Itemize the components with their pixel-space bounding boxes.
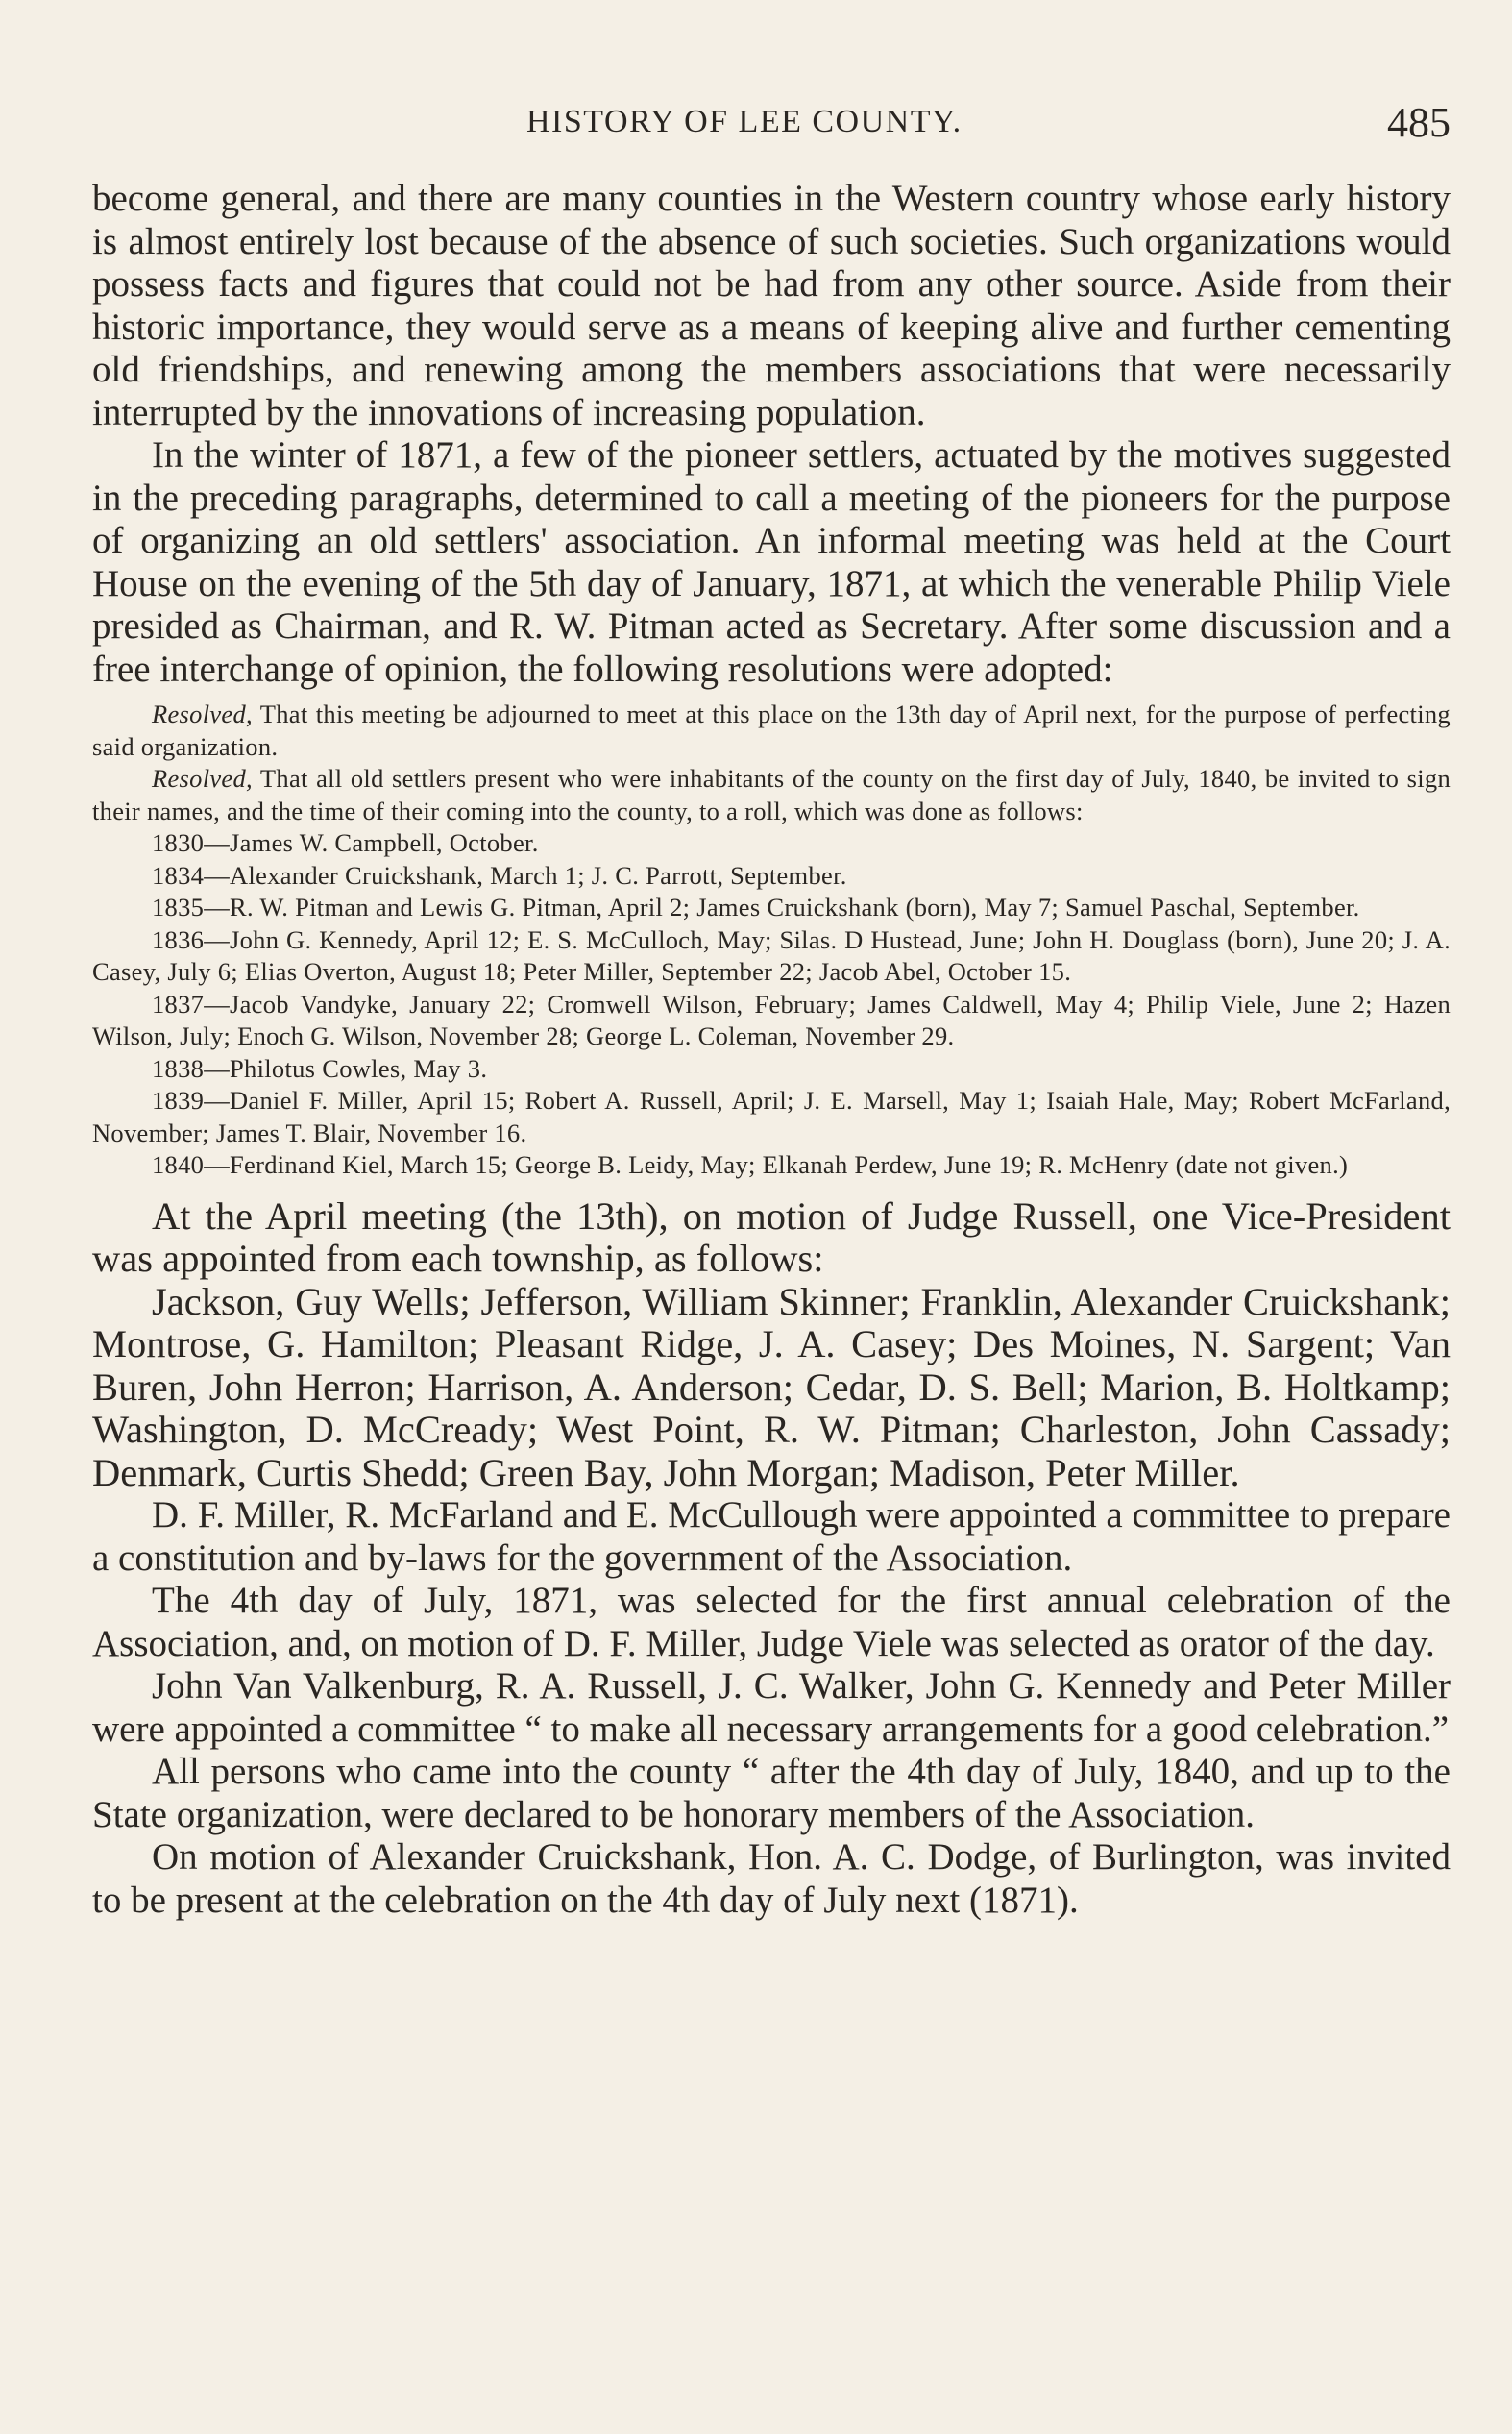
paragraph-continuation: become general, and there are many counties in the Western country whose early history is almost entirely lost because of the absence of such societies. Such organizations would possess facts and figures that could not be had from any other source. Aside from their historic importance, they would serve as a means of keeping alive and further cementing old friendships, and renewing among the members associations that were necessarily interrupted by the innovations of increasing population. bbox=[92, 178, 1451, 433]
resolution-2 bbox=[92, 763, 1451, 827]
resolved-label: Resolved, bbox=[152, 764, 253, 793]
paragraph-arrangements-committee: John Van Valkenburg, R. A. Russell, J. C. Walker, John G. Kennedy and Peter Miller were appointed a committee “ to make all necessary arrangements for a good celebration.” bbox=[92, 1665, 1451, 1750]
paragraph-constitution-committee: D. F. Miller, R. McFarland and E. McCullough were appointed a committee to prepare a constitution and by-laws for the government of the Association. bbox=[92, 1494, 1451, 1579]
paragraph-honorary-members: All persons who came into the county “ after the 4th day of July, 1840, and up to the State organization, were declared to be honorary members of the Association. bbox=[92, 1751, 1451, 1835]
page-header bbox=[92, 94, 1451, 152]
roll-entry-1840: 1840—Ferdinand Kiel, March 15; George B. Leidy, May; Elkanah Perdew, June 19; R. McHenry (date not given.) bbox=[152, 1150, 1349, 1179]
paragraph-dodge-invitation: On motion of Alexander Cruickshank, Hon. A. C. Dodge, of Burlington, was invited to be present at the celebration on the 4th day of July next (1871). bbox=[92, 1836, 1451, 1921]
roll-entry-1835: 1835—R. W. Pitman and Lewis G. Pitman, April 2; James Cruickshank (born), May 7; Samuel Paschal, September. bbox=[152, 893, 1360, 922]
page-number: 485 bbox=[1387, 99, 1451, 146]
resolved-label: Resolved, bbox=[152, 700, 253, 728]
roll-entry-1836: 1836—John G. Kennedy, April 12; E. S. McCulloch, May; Silas. D Hustead, June; John H. Douglass (born), June 20; J. A. Casey, July 6; Elias Overton, August 18; Peter Miller, September 22; Jacob Abel, October 15. bbox=[92, 924, 1451, 986]
paragraph-april-meeting: At the April meeting (the 13th), on motion of Judge Russell, one Vice-President was appointed from each township, as follows: bbox=[92, 1193, 1451, 1280]
resolution-2-text: That all old settlers present who were inhabitants of the county on the first day of July, 1840, be invited to sign their names, and the time of their coming into the county, to a roll, which was done as follows: bbox=[92, 764, 1451, 825]
resolution-1 bbox=[92, 699, 1451, 763]
running-head: HISTORY OF LEE COUNTY. bbox=[526, 104, 963, 139]
roll-entry-1830: 1830—James W. Campbell, October. bbox=[152, 828, 539, 857]
roll-entry-1837: 1837—Jacob Vandyke, January 22; Cromwell Wilson, February; James Caldwell, May 4; Philip Viele, June 2; Hazen Wilson, July; Enoch G. Wilson, November 28; George L. Coleman, November 29. bbox=[92, 989, 1451, 1050]
paragraph-vice-presidents: Jackson, Guy Wells; Jefferson, William Skinner; Franklin, Alexander Cruickshank; Montrose, G. Hamilton; Pleasant Ridge, J. A. Casey; Des Moines, N. Sargent; Van Buren, John Herron; Harrison, A. Anderson; Cedar, D. S. Bell; Marion, B. Holtkamp; Washington, D. McCready; West Point, R. W. Pitman; Charleston, John Cassady; Denmark, Curtis Shedd; Green Bay, John Morgan; Madison, Peter Miller. bbox=[92, 1279, 1451, 1494]
roll-entry-1838: 1838—Philotus Cowles, May 3. bbox=[152, 1053, 488, 1083]
resolution-1-text: That this meeting be adjourned to meet at this place on the 13th day of April next, for the purpose of perfecting said organization. bbox=[92, 700, 1451, 761]
roll-entry-1839: 1839—Daniel F. Miller, April 15; Robert A. Russell, April; J. E. Marsell, May 1; Isaiah Hale, May; Robert McFarland, November; James T. Blair, November 16. bbox=[92, 1086, 1451, 1147]
page-body bbox=[92, 178, 1451, 1922]
paragraph-meeting: In the winter of 1871, a few of the pioneer settlers, actuated by the motives suggested in the preceding paragraphs, determined to call a meeting of the pioneers for the purpose of organizing an old settlers' association. An informal meeting was held at the Court House on the evening of the 5th day of January, 1871, at which the venerable Philip Viele presided as Chairman, and R. W. Pitman acted as Secretary. After some discussion and a free interchange of opinion, the following resolutions were adopted: bbox=[92, 434, 1451, 690]
roll-entry-1834: 1834—Alexander Cruickshank, March 1; J. C. Parrott, September. bbox=[152, 860, 847, 890]
paragraph-celebration: The 4th day of July, 1871, was selected for the first annual celebration of the Association, and, on motion of D. F. Miller, Judge Viele was selected as orator of the day. bbox=[92, 1580, 1451, 1664]
resolutions-block bbox=[92, 699, 1451, 1182]
